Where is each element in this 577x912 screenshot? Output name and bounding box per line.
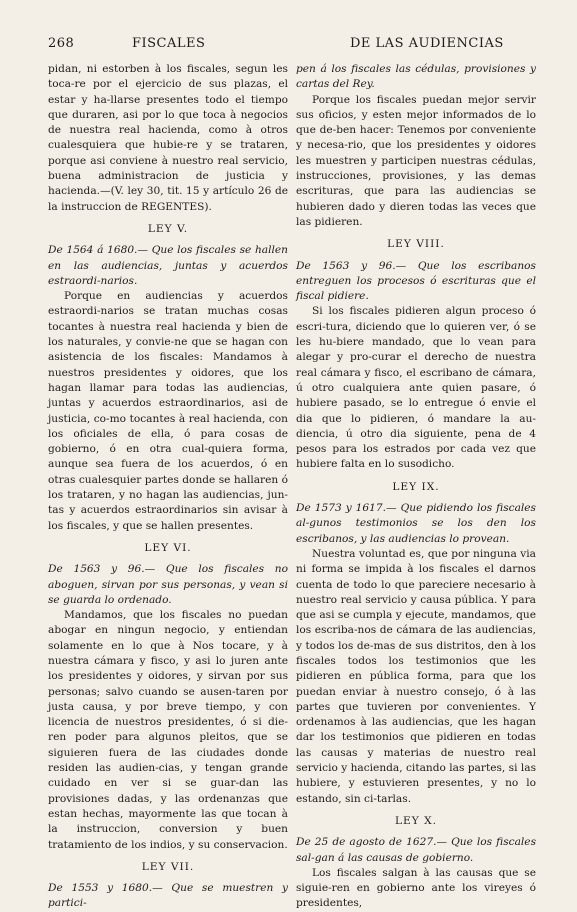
left-column — [48, 62, 288, 912]
law-summary: De 1564 á 1680.— Que los fiscales se hallen en las audiencias, juntas y acuerdos estraordi-narios. — [48, 244, 288, 287]
right-column — [296, 62, 536, 912]
law-summary-continued: pen á los fiscales las cédulas, provisiones y cartas del Rey. — [296, 63, 536, 91]
law-summary: De 1563 y 96.— Que los escribanos entreguen los procesos ó escrituras que el fiscal pidiere. — [296, 259, 536, 303]
running-header — [0, 36, 577, 56]
page-number: 268 — [48, 36, 75, 51]
paragraph: Porque los fiscales puedan mejor servir sus oficios, y esten mejor informados de lo que de-ben hacer: Tenemos por conveniente y necesa-rio, que los presidentes y oidores les muestren y participen nuestras cédulas, instrucciones, provisiones, y las demas escrituras, que para las audiencias se hubieren dado y dieren todas las veces que las pidieren. — [296, 93, 536, 228]
law-title: LEY VI. — [144, 541, 192, 554]
law-summary: De 25 de agosto de 1627.— Que los fiscales sal-gan á las causas de gobierno. — [296, 836, 536, 864]
law-summary: De 1573 y 1617.— Que pidiendo los fiscales al-gunos testimonios se los den los escribanos, y las audiencias lo provean. — [296, 502, 536, 545]
paragraph: Mandamos, que los fiscales no puedan abogar en ningun negocio, y entiendan solamente en lo que à Nos tocare, y à nuestra cámara y fisco, y asi lo juren ante los presidentes y oidores, y sirvan por sus personas; salvo cuando se ausen-taren por justa causa, y por breve tiempo, y con licencia de nuestros presidentes, ó si die-ren poder para algunos pleitos, que se siguieren fuera de las ciudades donde residen las audien-cias, y tengan grande cuidado en ver si se guar-dan las provisiones dadas, y las ordenanzas que estan hechas, mayormente las que tocan à la instruccion, conversion y buen tratamiento de los indios, y su conservacion. — [48, 609, 288, 851]
law-summary: De 1553 y 1680.— Que se muestren y partici- — [48, 882, 288, 910]
paragraph: Nuestra voluntad es, que por ninguna via ni forma se impida à los fiscales el darnos cuenta de todo lo que pareciere necesario à nuestro real servicio y causa pública. Y para que asi se cumpla y ejecute, mandamos, que los escriba-nos de cámara de las audiencias, y todos los de-mas de sus distritos, den à los fiscales todos los testimonios que les pidieren en pública forma, para que los puedan enviar à nuestro consejo, ó à las partes que tuvieren por convenientes. Y ordenamos à las audiencias, que les hagan dar los testimonios que pidieren en todas las causas y materias de nuestro real servicio y hacienda, citando las partes, si las hubiere, y estuvieren presentes, y no lo estando, sin ci-tarlas. — [296, 547, 536, 805]
header-left-title: FISCALES — [132, 36, 206, 51]
paragraph: Si los fiscales pidieren algun proceso ó escri-tura, diciendo que lo quieren ver, ó se les hu-biere mandado, que lo vean para alegar y pro-curar el derecho de nuestra real cámara y fisco, el escribano de cámara, ú otro cualquiera ante quien pasare, ó hubiere pasado, se lo entregue ó envie el dia que lo pidieren, ó mandare la au-diencia, ú otro dia siguiente, pena de 4 pesos para los estrados por cada vez que hubiere falta en lo susodicho. — [296, 305, 536, 471]
paragraph: Los fiscales salgan à las causas que se siguie-ren en gobierno ante los vireyes ó presidentes, — [296, 866, 536, 910]
paragraph: Porque en audiencias y acuerdos estraordi-narios se tratan muchas cosas tocantes à nuestra real hacienda y bien de los naturales, y convie-ne que se hagan con asistencia de los fiscales: Mandamos à nuestros presidentes y oidores, que los hagan llamar para todas las audiencias, juntas y acuerdos estraordinarios, asi de justicia, co-mo tocantes à real hacienda, con los oficiales de ella, ó para cosas de gobierno, ó en otra cual-quiera forma, aunque sea fuera de los acuerdos, ó en otras cualesquier partes donde se hallaren ó los trataren, y no hagan las audiencias, jun-tas y acuerdos estraordinarios sin avisar à los fiscales, y que se hallen presentes. — [48, 290, 288, 532]
law-title: LEY V. — [147, 222, 189, 235]
header-right-title: DE LAS AUDIENCIAS — [350, 36, 504, 51]
paragraph: pidan, ni estorben à los fiscales, segun les toca-re por el ejercicio de sus plazas, el estar y ha-llarse presentes todo el tiempo que duraren, asi por lo que toca à negocios de nuestra real hacienda, como à otros cualesquiera que hubie-re y se trataren, porque asi conviene à nuestro real servicio, buena administracion de justicia y hacienda.—(V. ley 30, tit. 15 y artículo 26 de la instruccion de REGENTES). — [48, 63, 288, 213]
law-title: LEY VIII. — [387, 238, 445, 251]
law-summary: De 1563 y 96.— Que los fiscales no aboguen, sirvan por sus personas, y vean si se guarda lo ordenado. — [48, 563, 288, 606]
law-title: LEY IX. — [392, 480, 440, 493]
law-title: LEY VII. — [141, 860, 195, 873]
law-title: LEY X. — [394, 814, 438, 827]
